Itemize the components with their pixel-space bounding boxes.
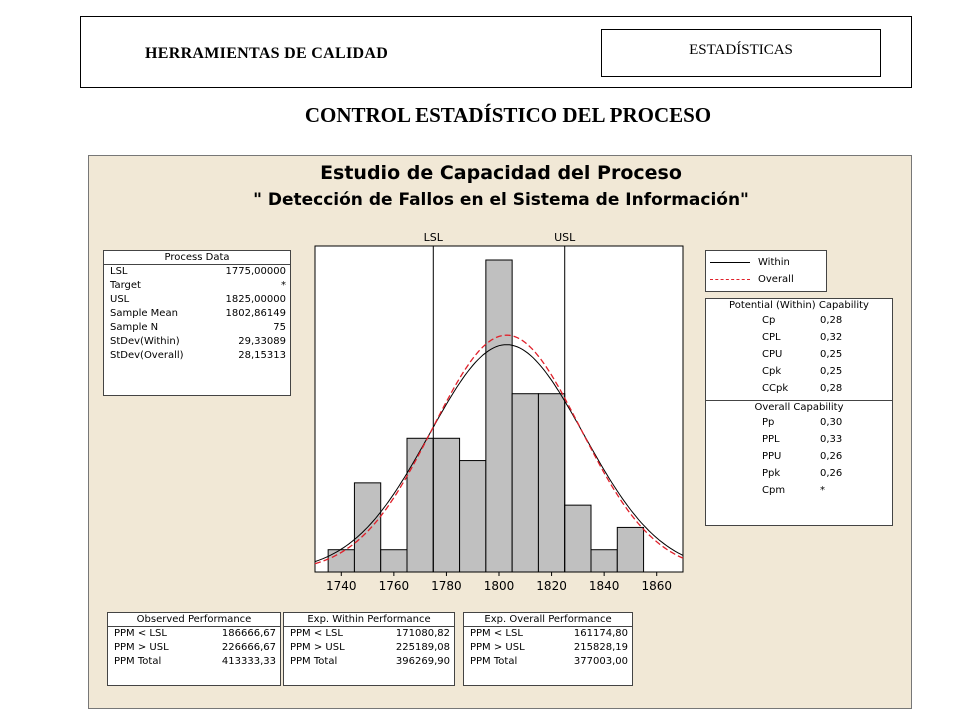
potential-capability-row — [706, 363, 892, 380]
process-data-label: USL — [110, 294, 130, 305]
potential-capability-value: 0,25 — [820, 349, 843, 360]
exp-overall-performance-panel — [463, 612, 633, 686]
exp-overall-performance-label: PPM Total — [470, 656, 518, 667]
histogram-bar — [433, 438, 459, 572]
page-title: CONTROL ESTADÍSTICO DEL PROCESO — [304, 103, 712, 127]
observed-performance-label: PPM < LSL — [114, 628, 167, 639]
observed-performance-value: 226666,67 — [221, 642, 276, 653]
process-data-title: Process Data — [104, 251, 290, 265]
potential-capability-value: 0,28 — [820, 315, 843, 326]
x-tick-label: 1840 — [588, 579, 620, 593]
overall-capability-label: PPL — [762, 434, 780, 445]
histogram-bar — [460, 461, 486, 572]
overall-capability-label: Pp — [762, 417, 775, 428]
potential-capability-row — [706, 380, 892, 397]
potential-capability-value: 0,25 — [820, 366, 843, 377]
exp-within-performance-value: 396269,90 — [395, 656, 450, 667]
potential-capability-rows — [706, 312, 892, 397]
process-data-value: 1802,86149 — [225, 308, 286, 319]
histogram-bar — [512, 394, 538, 572]
exp-overall-performance-label: PPM < LSL — [470, 628, 523, 639]
x-tick-label: 1820 — [536, 579, 567, 593]
exp-within-performance-label: PPM Total — [290, 656, 338, 667]
spec-limit-label-lsl: LSL — [423, 231, 443, 244]
legend-overall — [706, 271, 826, 288]
legend-within-label: Within — [758, 257, 790, 268]
spec-limit-label-usl: USL — [554, 231, 576, 244]
x-tick-label: 1740 — [326, 579, 357, 593]
potential-capability-row — [706, 329, 892, 346]
exp-within-performance-value: 171080,82 — [395, 628, 450, 639]
overall-capability-row — [706, 465, 892, 482]
exp-overall-performance-row — [464, 655, 632, 669]
process-data-label: Target — [110, 280, 141, 291]
exp-overall-performance-title: Exp. Overall Performance — [464, 613, 632, 627]
x-tick-label: 1800 — [483, 579, 515, 593]
overall-capability-row — [706, 431, 892, 448]
overall-capability-row — [706, 448, 892, 465]
overall-capability-value: 0,26 — [820, 468, 843, 479]
process-data-value: 29,33089 — [238, 336, 286, 347]
process-data-value: 1825,00000 — [225, 294, 286, 305]
overall-capability-row — [706, 482, 892, 499]
exp-within-performance-panel — [283, 612, 455, 686]
overall-capability-value: 0,30 — [820, 417, 843, 428]
exp-overall-performance-value: 215828,19 — [573, 642, 628, 653]
exp-within-performance-rows — [284, 627, 454, 669]
overall-capability-value: * — [820, 485, 825, 496]
exp-within-performance-value: 225189,08 — [395, 642, 450, 653]
capability-panel — [705, 298, 893, 526]
potential-capability-value: 0,32 — [820, 332, 843, 343]
x-tick-label: 1860 — [641, 579, 672, 593]
header-box — [80, 16, 912, 88]
potential-capability-label: CCpk — [762, 383, 789, 394]
header-title: HERRAMIENTAS DE CALIDAD — [145, 45, 389, 62]
capability-figure — [88, 155, 912, 709]
exp-overall-performance-value: 161174,80 — [573, 628, 628, 639]
observed-performance-value: 186666,67 — [221, 628, 276, 639]
histogram-bar — [617, 527, 643, 572]
potential-capability-row — [706, 312, 892, 329]
within-line-swatch — [710, 262, 750, 263]
process-data-label: StDev(Overall) — [110, 350, 184, 361]
process-data-value: * — [281, 280, 286, 291]
potential-capability-value: 0,28 — [820, 383, 843, 394]
process-data-value: 28,15313 — [238, 350, 286, 361]
x-tick-label: 1780 — [431, 579, 462, 593]
figure-title: Estudio de Capacidad del Proceso — [320, 162, 682, 184]
histogram-bar — [381, 550, 407, 572]
observed-performance-panel — [107, 612, 281, 686]
section-label-box: ESTADÍSTICAS — [601, 29, 881, 77]
potential-capability-label: Cp — [762, 315, 776, 326]
overall-capability-value: 0,26 — [820, 451, 843, 462]
observed-performance-row — [108, 627, 280, 641]
histogram-bar — [591, 550, 617, 572]
observed-performance-rows — [108, 627, 280, 669]
observed-performance-value: 413333,33 — [221, 656, 276, 667]
potential-capability-label: CPL — [762, 332, 781, 343]
overall-capability-value: 0,33 — [820, 434, 843, 445]
observed-performance-title: Observed Performance — [108, 613, 280, 627]
exp-within-performance-row — [284, 627, 454, 641]
overall-capability-label: PPU — [762, 451, 782, 462]
legend-overall-label: Overall — [758, 274, 794, 285]
observed-performance-label: PPM > USL — [114, 642, 169, 653]
exp-overall-performance-value: 377003,00 — [573, 656, 628, 667]
process-data-value: 1775,00000 — [225, 266, 286, 277]
process-data-label: Sample Mean — [110, 308, 178, 319]
overall-capability-rows — [706, 414, 892, 499]
process-data-value: 75 — [273, 322, 286, 333]
exp-within-performance-label: PPM > USL — [290, 642, 345, 653]
exp-overall-performance-rows — [464, 627, 632, 669]
process-data-label: LSL — [110, 266, 128, 277]
exp-overall-performance-row — [464, 641, 632, 655]
potential-capability-label: CPU — [762, 349, 783, 360]
histogram-bar — [407, 438, 433, 572]
potential-capability-label: Cpk — [762, 366, 782, 377]
overall-capability-label: Ppk — [762, 468, 781, 479]
legend-panel — [705, 250, 827, 292]
exp-within-performance-row — [284, 641, 454, 655]
legend-within — [706, 254, 826, 271]
x-tick-label: 1760 — [378, 579, 410, 593]
overall-capability-title: Overall Capability — [754, 402, 844, 413]
histogram-bar — [486, 260, 512, 572]
observed-performance-row — [108, 641, 280, 655]
exp-overall-performance-label: PPM > USL — [470, 642, 525, 653]
histogram-bar — [565, 505, 591, 572]
potential-capability-row — [706, 346, 892, 363]
exp-within-performance-title: Exp. Within Performance — [284, 613, 454, 627]
exp-overall-performance-row — [464, 627, 632, 641]
figure-subtitle: " Detección de Fallos en el Sistema de Información" — [253, 190, 749, 210]
overall-capability-label: Cpm — [762, 485, 786, 496]
overall-line-swatch — [710, 279, 750, 280]
histogram-bar — [538, 394, 564, 572]
exp-within-performance-label: PPM < LSL — [290, 628, 343, 639]
process-data-label: StDev(Within) — [110, 336, 180, 347]
potential-capability-title: Potential (Within) Capability — [729, 300, 869, 311]
observed-performance-row — [108, 655, 280, 669]
observed-performance-label: PPM Total — [114, 656, 162, 667]
process-data-label: Sample N — [110, 322, 159, 333]
exp-within-performance-row — [284, 655, 454, 669]
overall-capability-row — [706, 414, 892, 431]
